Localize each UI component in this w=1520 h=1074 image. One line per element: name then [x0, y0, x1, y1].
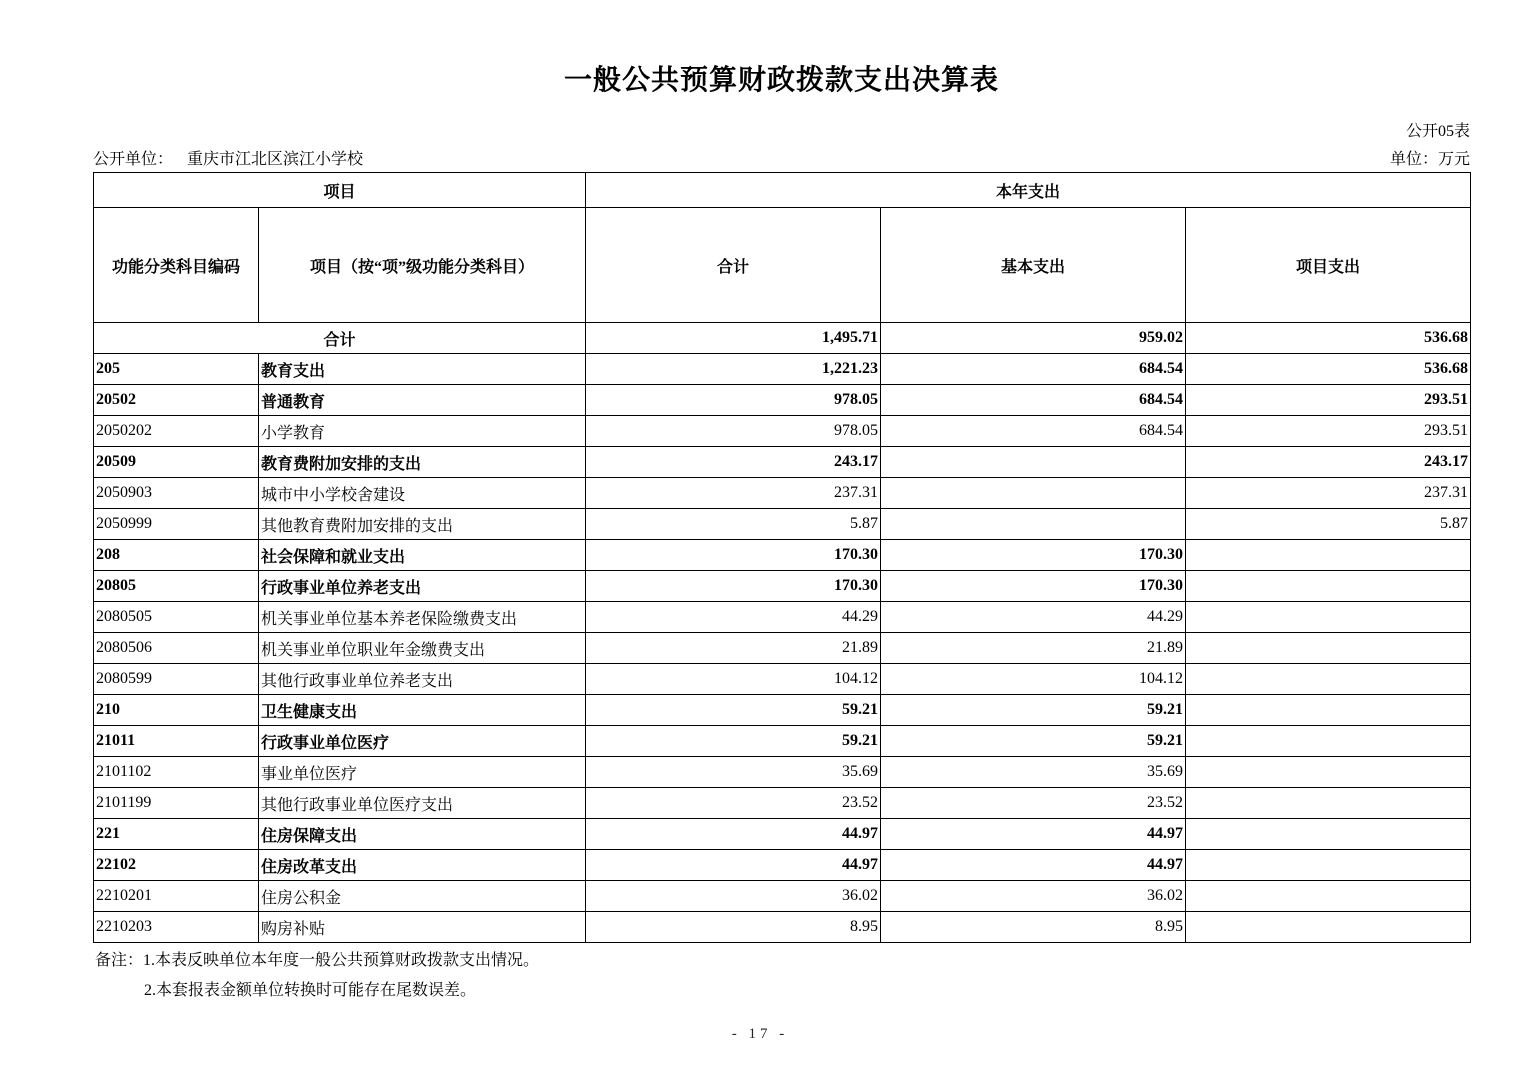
cell-total: 44.97 [586, 850, 881, 881]
cell-name: 卫生健康支出 [259, 695, 586, 726]
cell-project [1186, 695, 1471, 726]
cell-total: 36.02 [586, 881, 881, 912]
cell-code: 22102 [94, 850, 259, 881]
cell-total: 35.69 [586, 757, 881, 788]
cell-code: 20509 [94, 447, 259, 478]
cell-code: 2210203 [94, 912, 259, 943]
cell-project [1186, 850, 1471, 881]
footnotes [95, 946, 539, 1006]
cell-project: 293.51 [1186, 385, 1471, 416]
page-number: - 17 - [731, 1026, 789, 1042]
table-row [94, 478, 1471, 509]
cell-project [1186, 881, 1471, 912]
cell-project [1186, 540, 1471, 571]
cell-project [1186, 633, 1471, 664]
cell-project [1186, 602, 1471, 633]
currency-unit-label: 单位：万元 [1389, 151, 1470, 168]
cell-total: 170.30 [586, 540, 881, 571]
cell-project: 293.51 [1186, 416, 1471, 447]
cell-total: 5.87 [586, 509, 881, 540]
table-row [94, 788, 1471, 819]
table-row [94, 385, 1471, 416]
cell-basic: 684.54 [881, 354, 1186, 385]
cell-name: 行政事业单位医疗 [259, 726, 586, 757]
table-row [94, 695, 1471, 726]
cell-code: 21011 [94, 726, 259, 757]
cell-basic: 44.29 [881, 602, 1186, 633]
cell-name: 住房改革支出 [259, 850, 586, 881]
cell-basic: 23.52 [881, 788, 1186, 819]
cell-project [1186, 664, 1471, 695]
cell-name: 购房补贴 [259, 912, 586, 943]
table-code-label: 公开05表 [1405, 123, 1470, 140]
cell-basic: 59.21 [881, 726, 1186, 757]
cell-basic [881, 447, 1186, 478]
table-row [94, 881, 1471, 912]
publishing-unit [93, 146, 363, 169]
header-col-project: 项目支出 [1186, 208, 1471, 323]
cell-project [1186, 726, 1471, 757]
cell-name: 教育支出 [259, 354, 586, 385]
cell-basic: 35.69 [881, 757, 1186, 788]
cell-basic: 684.54 [881, 416, 1186, 447]
cell-code: 2080505 [94, 602, 259, 633]
header-group-current-year: 本年支出 [586, 173, 1471, 208]
cell-basic: 21.89 [881, 633, 1186, 664]
cell-code: 2050903 [94, 478, 259, 509]
header-col-basic: 基本支出 [881, 208, 1186, 323]
cell-total: 1,221.23 [586, 354, 881, 385]
expenditure-table [93, 172, 1471, 943]
publishing-unit-label: 公开单位： [93, 151, 174, 168]
cell-basic: 36.02 [881, 881, 1186, 912]
cell-project [1186, 788, 1471, 819]
header-col-code: 功能分类科目编码 [94, 208, 259, 323]
cell-name: 其他行政事业单位医疗支出 [259, 788, 586, 819]
header-group-row [94, 173, 1471, 208]
cell-total: 44.97 [586, 819, 881, 850]
cell-code: 210 [94, 695, 259, 726]
table-row [94, 416, 1471, 447]
cell-total: 978.05 [586, 416, 881, 447]
header-group-item: 项目 [94, 173, 586, 208]
cell-code: 2080506 [94, 633, 259, 664]
page-title: 一般公共预算财政拨款支出决算表 [563, 65, 999, 96]
cell-name: 普通教育 [259, 385, 586, 416]
cell-basic [881, 509, 1186, 540]
cell-name: 其他行政事业单位养老支出 [259, 664, 586, 695]
cell-project: 237.31 [1186, 478, 1471, 509]
cell-total: 44.29 [586, 602, 881, 633]
table-total-row [94, 323, 1471, 354]
cell-total: 21.89 [586, 633, 881, 664]
table-row [94, 540, 1471, 571]
cell-name: 机关事业单位基本养老保险缴费支出 [259, 602, 586, 633]
table-row [94, 509, 1471, 540]
cell-total: 23.52 [586, 788, 881, 819]
cell-code: 2210201 [94, 881, 259, 912]
cell-code: 2050999 [94, 509, 259, 540]
table-row [94, 633, 1471, 664]
cell-project [1186, 819, 1471, 850]
cell-project: 5.87 [1186, 509, 1471, 540]
cell-basic: 44.97 [881, 850, 1186, 881]
cell-code: 208 [94, 540, 259, 571]
cell-project [1186, 757, 1471, 788]
cell-name: 其他教育费附加安排的支出 [259, 509, 586, 540]
cell-basic: 8.95 [881, 912, 1186, 943]
cell-basic: 170.30 [881, 571, 1186, 602]
total-row-total: 1,495.71 [586, 323, 881, 354]
cell-code: 2080599 [94, 664, 259, 695]
cell-basic: 170.30 [881, 540, 1186, 571]
cell-total: 59.21 [586, 695, 881, 726]
table-row [94, 757, 1471, 788]
table-row [94, 354, 1471, 385]
cell-project: 243.17 [1186, 447, 1471, 478]
header-col-name: 项目（按“项”级功能分类科目） [259, 208, 586, 323]
cell-code: 205 [94, 354, 259, 385]
table-row [94, 850, 1471, 881]
footnote-2: 2.本套报表金额单位转换时可能存在尾数误差。 [144, 982, 477, 999]
cell-name: 住房公积金 [259, 881, 586, 912]
cell-total: 978.05 [586, 385, 881, 416]
cell-basic: 104.12 [881, 664, 1186, 695]
cell-code: 2101102 [94, 757, 259, 788]
cell-total: 237.31 [586, 478, 881, 509]
cell-project: 536.68 [1186, 354, 1471, 385]
table-row [94, 912, 1471, 943]
cell-code: 20502 [94, 385, 259, 416]
cell-total: 104.12 [586, 664, 881, 695]
cell-code: 20805 [94, 571, 259, 602]
table-row [94, 571, 1471, 602]
cell-name: 社会保障和就业支出 [259, 540, 586, 571]
cell-name: 机关事业单位职业年金缴费支出 [259, 633, 586, 664]
cell-total: 8.95 [586, 912, 881, 943]
table-row [94, 664, 1471, 695]
cell-name: 小学教育 [259, 416, 586, 447]
cell-name: 住房保障支出 [259, 819, 586, 850]
total-row-project: 536.68 [1186, 323, 1471, 354]
table-body [94, 323, 1471, 943]
total-row-label: 合计 [94, 323, 586, 354]
cell-project [1186, 912, 1471, 943]
header-col-total: 合计 [586, 208, 881, 323]
cell-total: 170.30 [586, 571, 881, 602]
table-header [94, 173, 1471, 323]
cell-name: 行政事业单位养老支出 [259, 571, 586, 602]
meta-row [93, 146, 1470, 169]
cell-basic: 684.54 [881, 385, 1186, 416]
cell-total: 59.21 [586, 726, 881, 757]
cell-basic [881, 478, 1186, 509]
cell-total: 243.17 [586, 447, 881, 478]
table-row [94, 447, 1471, 478]
cell-name: 城市中小学校舍建设 [259, 478, 586, 509]
cell-code: 2101199 [94, 788, 259, 819]
publishing-unit-name: 重庆市江北区滨江小学校 [187, 151, 364, 168]
footnote-1: 备注：1.本表反映单位本年度一般公共预算财政拨款支出情况。 [95, 952, 540, 969]
cell-basic: 59.21 [881, 695, 1186, 726]
table-row [94, 602, 1471, 633]
table-row [94, 819, 1471, 850]
total-row-basic: 959.02 [881, 323, 1186, 354]
cell-name: 事业单位医疗 [259, 757, 586, 788]
cell-name: 教育费附加安排的支出 [259, 447, 586, 478]
cell-project [1186, 571, 1471, 602]
cell-basic: 44.97 [881, 819, 1186, 850]
cell-code: 2050202 [94, 416, 259, 447]
cell-code: 221 [94, 819, 259, 850]
header-columns-row [94, 208, 1471, 323]
table-row [94, 726, 1471, 757]
